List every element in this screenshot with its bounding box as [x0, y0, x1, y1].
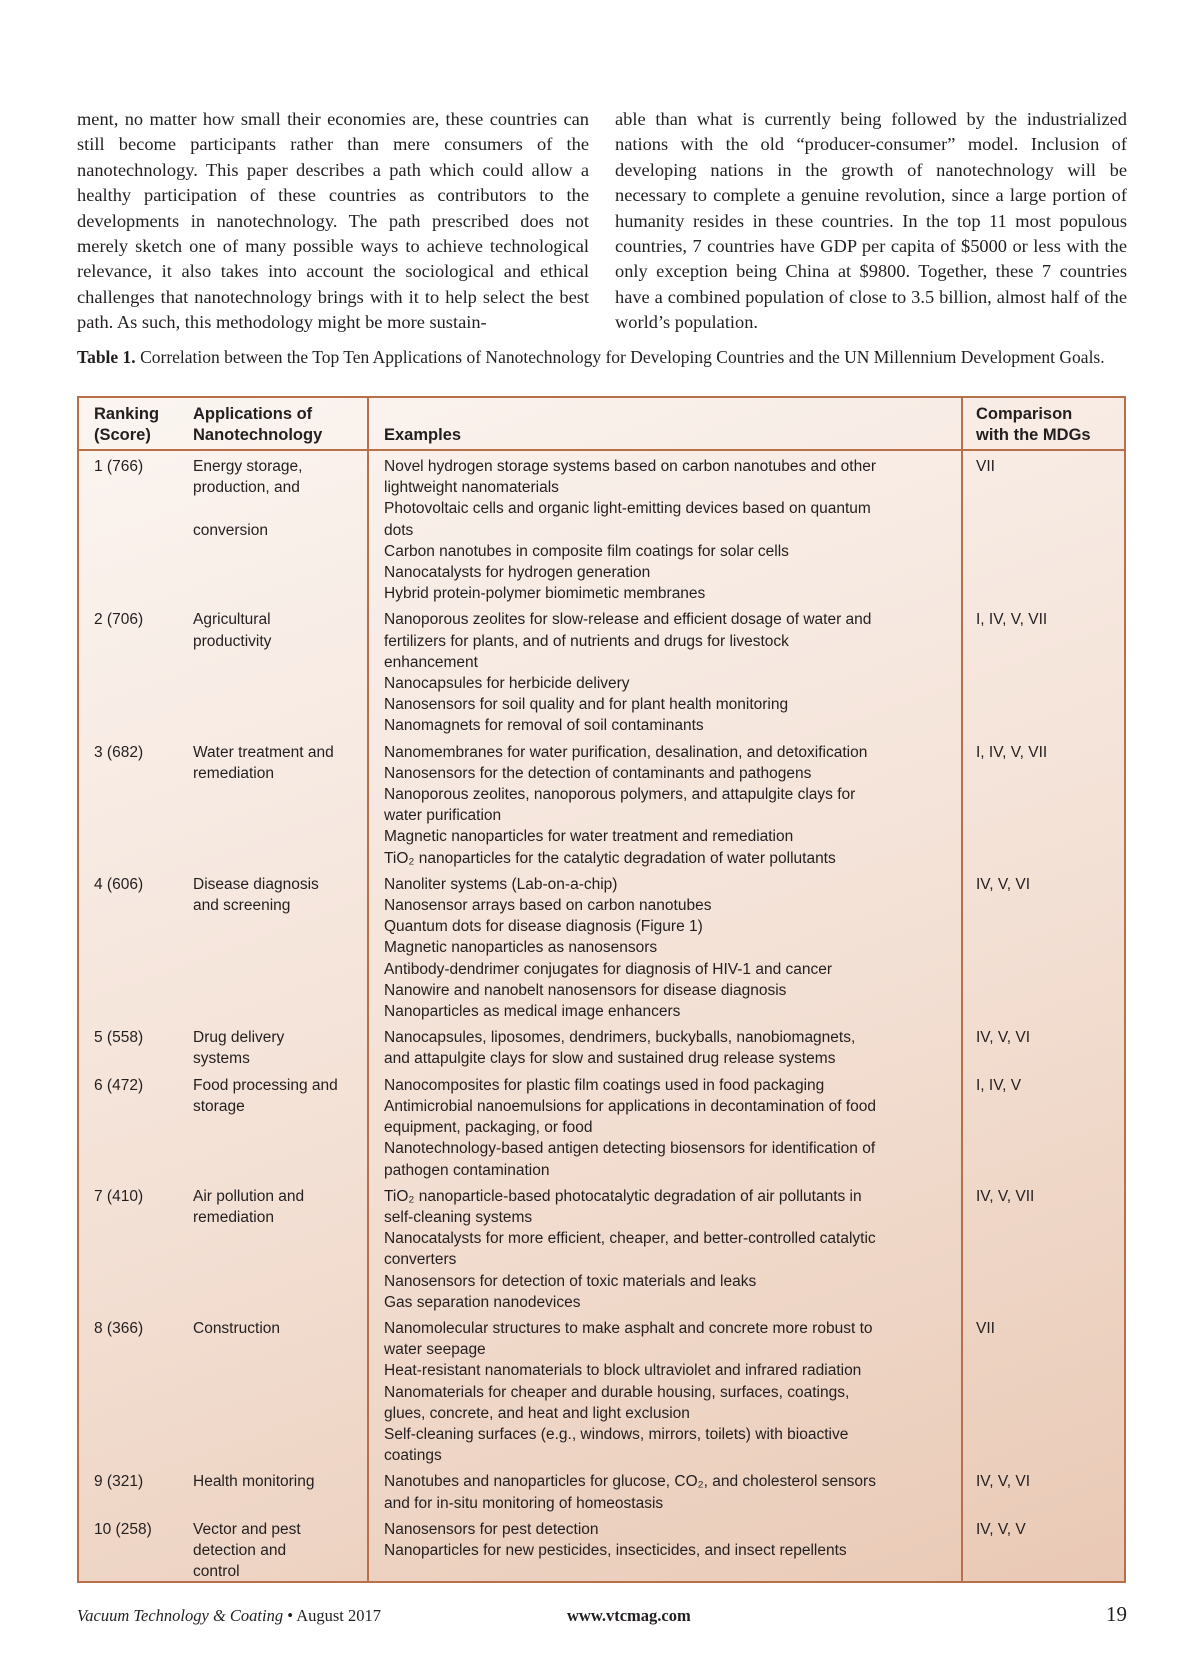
cell-ranking: 3 (682): [94, 743, 144, 761]
cell-ranking: 1 (766): [94, 458, 144, 475]
example-item: TiO₂ nanoparticle-based photocatalytic degradation of air pollutants in self-cleaning systems: [384, 1187, 862, 1226]
example-item: Nanocatalysts for more efficient, cheaper, and better-controlled catalytic converters: [384, 1230, 876, 1269]
cell-examples: [384, 1075, 884, 1181]
footer-url: www.vtcmag.com: [567, 1606, 691, 1625]
example-item: Nanocapsules for herbicide delivery: [384, 675, 630, 693]
example-item: Antibody-dendrimer conjugates for diagnosis of HIV-1 and cancer: [384, 960, 833, 978]
example-item: Gas separation nanodevices: [384, 1293, 581, 1311]
applications-table: [77, 396, 1126, 1583]
body-text-columns: [77, 107, 1127, 336]
cell-application: Energy storage, production, and conversion: [193, 458, 303, 539]
cell-ranking: 10 (258): [94, 1520, 152, 1538]
example-item: Magnetic nanoparticles as nanosensors: [384, 939, 658, 957]
example-item: Nanoparticles as medical image enhancers: [384, 1003, 681, 1021]
footer-date: August 2017: [296, 1606, 382, 1625]
cell-ranking: 2 (706): [94, 611, 144, 629]
example-item: Hybrid protein-polymer biomimetic membranes: [384, 585, 706, 603]
cell-ranking: 5 (558): [94, 1029, 144, 1047]
example-item: Carbon nanotubes in composite film coatings for solar cells: [384, 542, 789, 560]
footer-journal-name: Vacuum Technology & Coating: [77, 1606, 284, 1625]
cell-mdg-comparison: IV, V, VI: [976, 1473, 1031, 1491]
cell-application: Disease diagnosis and screening: [193, 875, 319, 915]
table-caption-text: Correlation between the Top Ten Applications of Nanotechnology for Developing Countries and the UN Millennium Development Goals.: [140, 347, 1105, 367]
cell-mdg-comparison: IV, V, VI: [976, 1029, 1031, 1047]
table-row: [79, 1027, 1124, 1069]
example-item: Nanocatalysts for hydrogen generation: [384, 564, 651, 582]
example-item: Nanomaterials for cheaper and durable housing, surfaces, coatings, glues, concrete, and heat and light exclusion: [384, 1383, 850, 1422]
footer-separator: •: [287, 1606, 293, 1625]
cell-ranking: 4 (606): [94, 875, 144, 893]
cell-examples: [384, 742, 884, 869]
cell-mdg-comparison: IV, V, VII: [976, 1187, 1035, 1205]
cell-examples: [384, 1318, 884, 1466]
example-item: Nanomagnets for removal of soil contaminants: [384, 717, 704, 735]
table-row: [79, 456, 1124, 604]
table-row: [79, 742, 1124, 869]
cell-examples: [384, 1519, 884, 1561]
example-item: Self-cleaning surfaces (e.g., windows, mirrors, toilets) with bioactive coatings: [384, 1425, 849, 1465]
table-caption-label: Table 1.: [77, 347, 136, 367]
table-row: [79, 1318, 1124, 1466]
example-item: Nanomembranes for water purification, desalination, and detoxification: [384, 743, 868, 761]
table-caption: [77, 346, 1127, 368]
table-row: [79, 609, 1124, 736]
example-item: Photovoltaic cells and organic light-emitting devices based on quantum dots: [384, 500, 871, 539]
cell-examples: [384, 456, 884, 604]
table-row: [79, 1186, 1124, 1313]
cell-examples: [384, 1027, 884, 1069]
cell-examples: [384, 1186, 884, 1313]
table-row: [79, 1471, 1124, 1513]
body-text-left-column: ment, no matter how small their economies are, these countries can still become participants rather than mere consumers of the nanotechnology. This paper describes a path which could allow a healthy participation of these countries as contributors to the developments in nanotechnology. The path prescribed does not merely sketch one of many possible ways to achieve technological relevance, it also takes into account the sociological and ethical challenges that nanotechnology brings with it to help select the best path. As such, this methodology might be more sustain-: [77, 109, 589, 333]
example-item: Novel hydrogen storage systems based on carbon nanotubes and other lightweight nanomaterials: [384, 458, 877, 497]
header-ranking: Ranking (Score): [94, 405, 160, 444]
example-item: Quantum dots for disease diagnosis (Figure 1): [384, 918, 703, 936]
header-applications: Applications of Nanotechnology: [193, 405, 323, 444]
table-header-divider: [79, 449, 1124, 451]
example-item: TiO₂ nanoparticles for the catalytic degradation of water pollutants: [384, 849, 836, 867]
example-item: Heat-resistant nanomaterials to block ultraviolet and infrared radiation: [384, 1362, 862, 1380]
example-item: Nanoparticles for new pesticides, insecticides, and insect repellents: [384, 1541, 847, 1559]
table-row: [79, 1075, 1124, 1181]
cell-ranking: 9 (321): [94, 1473, 144, 1491]
table-body: [79, 456, 1124, 1581]
header-comparison: Comparison with the MDGs: [976, 405, 1091, 444]
example-item: Magnetic nanoparticles for water treatment and remediation: [384, 828, 794, 846]
example-item: Nanoporous zeolites, nanoporous polymers, and attapulgite clays for water purification: [384, 786, 856, 825]
cell-mdg-comparison: I, IV, V, VII: [976, 743, 1048, 761]
table-row: [79, 1519, 1124, 1581]
cell-application: Construction: [193, 1319, 281, 1337]
footer-journal-info: [77, 1606, 381, 1626]
header-examples: Examples: [384, 426, 462, 444]
cell-mdg-comparison: VII: [976, 458, 995, 475]
cell-mdg-comparison: IV, V, V: [976, 1520, 1026, 1538]
body-text-right-column: able than what is currently being followed by the industrialized nations with the old “producer-consumer” model. Inclusion of developing nations in the growth of nanotechnology will be necessary to complete a genuine revolution, since a large portion of humanity resides in these countries. In the top 11 most populous countries, 7 countries have GDP per capita of $5000 or less with the only exception being China at $9800. Together, these 7 countries have a combined population of close to 3.5 billion, almost half of the world’s population.: [615, 109, 1127, 333]
example-item: Nanosensors for the detection of contaminants and pathogens: [384, 764, 812, 782]
cell-application: Food processing and storage: [193, 1076, 338, 1115]
cell-examples: [384, 1471, 884, 1513]
example-item: Antimicrobial nanoemulsions for applications in decontamination of food equipment, packaging, or food: [384, 1097, 876, 1137]
cell-ranking: 7 (410): [94, 1187, 144, 1205]
cell-mdg-comparison: I, IV, V: [976, 1076, 1022, 1094]
example-item: Nanocomposites for plastic film coatings used in food packaging: [384, 1076, 825, 1094]
cell-examples: [384, 609, 884, 736]
cell-ranking: 6 (472): [94, 1076, 144, 1094]
cell-ranking: 8 (366): [94, 1319, 144, 1337]
page-footer: [77, 1604, 1127, 1628]
page-number: 19: [1106, 1602, 1127, 1626]
cell-application: Water treatment and remediation: [193, 743, 334, 782]
example-item: Nanoliter systems (Lab-on-a-chip): [384, 875, 618, 893]
example-item: Nanosensors for pest detection: [384, 1520, 599, 1538]
example-item: Nanoporous zeolites for slow-release and efficient dosage of water and fertilizers for plants, and of nutrients and drugs for livestock enhancement: [384, 611, 872, 671]
cell-application: Drug delivery systems: [193, 1029, 285, 1068]
cell-examples: [384, 874, 884, 1022]
example-item: Nanosensors for detection of toxic materials and leaks: [384, 1272, 757, 1290]
cell-application: Vector and pest detection and control: [193, 1520, 301, 1581]
cell-mdg-comparison: I, IV, V, VII: [976, 611, 1048, 629]
cell-application: Agricultural productivity: [193, 611, 272, 650]
example-item: Nanotubes and nanoparticles for glucose, CO₂, and cholesterol sensors and for in-situ monitoring of homeostasis: [384, 1473, 876, 1512]
cell-mdg-comparison: VII: [976, 1319, 995, 1337]
example-item: Nanotechnology-based antigen detecting biosensors for identification of pathogen contamination: [384, 1140, 876, 1179]
example-item: Nanomolecular structures to make asphalt and concrete more robust to water seepage: [384, 1319, 873, 1359]
example-item: Nanocapsules, liposomes, dendrimers, buckyballs, nanobiomagnets, and attapulgite clays for slow and sustained drug release systems: [384, 1029, 856, 1068]
table-row: [79, 874, 1124, 1022]
example-item: Nanowire and nanobelt nanosensors for disease diagnosis: [384, 981, 787, 999]
cell-mdg-comparison: IV, V, VI: [976, 875, 1031, 893]
cell-application: Health monitoring: [193, 1473, 315, 1491]
cell-application: Air pollution and remediation: [193, 1187, 305, 1226]
example-item: Nanosensors for soil quality and for plant health monitoring: [384, 696, 789, 714]
example-item: Nanosensor arrays based on carbon nanotubes: [384, 897, 712, 915]
